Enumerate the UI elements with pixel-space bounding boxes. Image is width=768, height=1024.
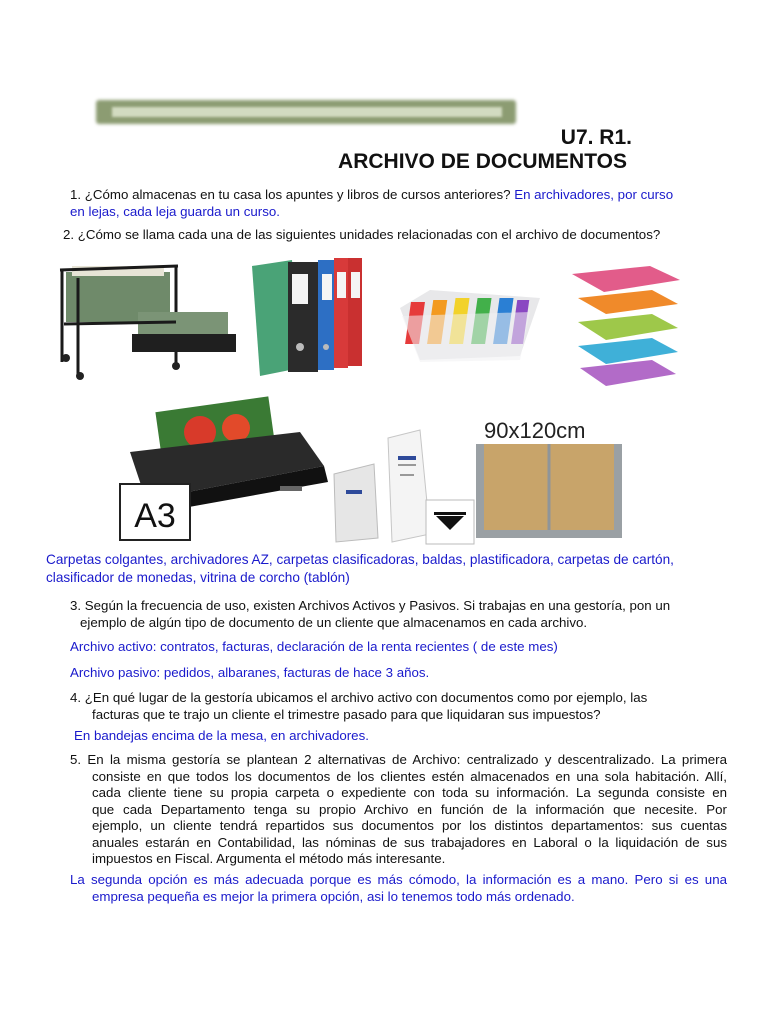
question-5-line: anuales estarán en Contabilidad, las nóminas de sus trabajadores en Laboral o la liquidación de sus bbox=[92, 834, 727, 850]
blurred-title-banner-strip bbox=[112, 107, 502, 117]
question-5-line: cada cliente tiene su propia carpeta o expediente con toda su información. La segunda consiste en bbox=[92, 785, 727, 800]
answer-1-part2: en lejas, cada leja guarda un curso. bbox=[70, 203, 280, 219]
a3-label-card bbox=[120, 484, 190, 540]
page-title: ARCHIVO DE DOCUMENTOS bbox=[338, 150, 627, 173]
question-4 bbox=[70, 690, 720, 723]
answer-2-line2: clasificador de monedas, vitrina de corcho (tablón) bbox=[46, 569, 350, 585]
question-1 bbox=[70, 187, 725, 220]
question-3 bbox=[70, 598, 720, 631]
question-5-line: ejemplo, un cliente tendrá repartidos sus documentos por los distintos departamentos: sus cuentas bbox=[92, 818, 727, 833]
question-5-line: 5. En la misma gestoría se plantean 2 alternativas de Archivo: centralizado y descentralizado. La primera bbox=[70, 752, 727, 767]
question-3-line1: 3. Según la frecuencia de uso, existen Archivos Activos y Pasivos. Si trabajas en una gestoría, pon un bbox=[70, 598, 671, 613]
question-4-line1: 4. ¿En qué lugar de la gestoría ubicamos el archivo activo con documentos como por ejemplo, las bbox=[70, 690, 648, 705]
az-binders-image bbox=[252, 258, 362, 376]
filing-units-illustration bbox=[0, 252, 768, 548]
filing-units-images bbox=[0, 252, 768, 548]
question-5-line: que cada Departamento tenga su propio Archivo en función de la información que necesite. Por bbox=[92, 801, 727, 817]
question-1-text: 1. ¿Cómo almacenas en tu casa los apuntes y libros de cursos anteriores? bbox=[70, 187, 511, 202]
question-2: 2. ¿Cómo se llama cada una de las siguientes unidades relacionadas con el archivo de documentos? bbox=[63, 227, 661, 242]
cork-board-image bbox=[474, 414, 624, 538]
cardboard-file-boxes-image bbox=[334, 430, 430, 542]
question-1-line bbox=[70, 187, 725, 204]
stacked-trays-image bbox=[572, 266, 680, 386]
answer-4: En bandejas encima de la mesa, en archivadores. bbox=[74, 728, 369, 743]
answer-5-line2: empresa pequeña es mejor la primera opción, asi lo tenemos todo más ordenado. bbox=[92, 888, 575, 904]
question-5-line: impuestos en Fiscal. Argumenta el método más interesante. bbox=[92, 851, 446, 866]
answer-1-part1: En archivadores, por curso bbox=[514, 187, 674, 202]
answer-2 bbox=[46, 551, 716, 586]
answer-3-active: Archivo activo: contratos, facturas, declaración de la renta recientes ( de este mes) bbox=[70, 639, 558, 654]
coin-sorter-image bbox=[426, 500, 474, 544]
question-3-line2: ejemplo de algún tipo de documento de un cliente que almacenamos en cada archivo. bbox=[80, 614, 588, 630]
a3-label: A3 bbox=[134, 497, 176, 535]
size-label: 90x120cm bbox=[484, 418, 586, 443]
unit-code: U7. R1. bbox=[560, 126, 632, 149]
accordion-folder-image bbox=[400, 290, 540, 362]
question-5-line: consiste en que todos los documentos de los clientes estén almacenados en una sola habitación. Allí, bbox=[92, 768, 727, 784]
question-4-line2: facturas que te trajo un cliente el trimestre pasado para que liquidaran sus impuestos? bbox=[92, 706, 601, 722]
answer-5 bbox=[70, 872, 727, 905]
question-5 bbox=[70, 752, 727, 868]
answer-3-passive: Archivo pasivo: pedidos, albaranes, facturas de hace 3 años. bbox=[70, 665, 430, 680]
hanging-file-cart-image bbox=[60, 266, 236, 380]
answer-5-line1: La segunda opción es más adecuada porque es más cómodo, la información es a mano. Pero si es una bbox=[70, 872, 727, 887]
answer-2-line1: Carpetas colgantes, archivadores AZ, carpetas clasificadoras, baldas, plastificadora, carpetas de cartón, bbox=[46, 552, 674, 567]
